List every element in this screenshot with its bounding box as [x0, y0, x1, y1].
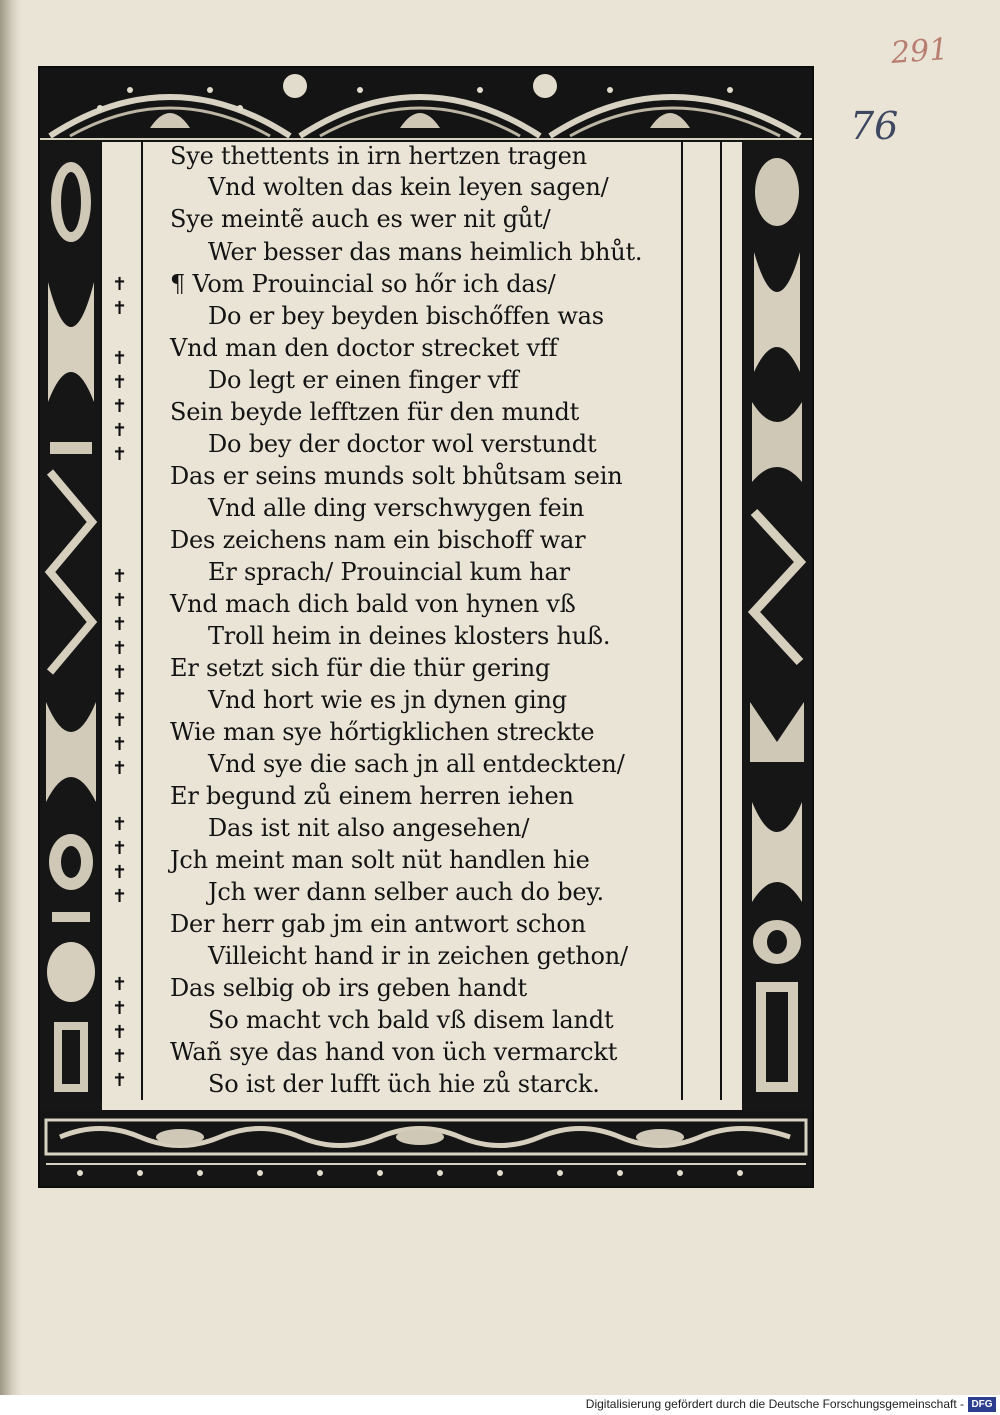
- woodcut-border-top-icon: [40, 68, 812, 142]
- verse-line: So ist der lufft üch hie zů starck.: [208, 1070, 600, 1098]
- verse-line: Das er seins munds solt bhůtsam sein: [170, 462, 623, 490]
- folio-handwritten-top: 291: [889, 32, 950, 71]
- verse-line: Vnd wolten das kein leyen sagen/: [208, 173, 609, 201]
- marginal-cross-marks: [104, 140, 140, 1100]
- column-rule: [100, 140, 102, 1100]
- verse-line: Do legt er einen finger vff: [208, 366, 519, 394]
- verse-line: Wer besser das mans heimlich bhůt.: [208, 238, 643, 266]
- marginal-cross-mark-icon: ✝: [112, 886, 128, 907]
- marginal-cross-mark-icon: ✝: [112, 1070, 128, 1091]
- marginal-cross-mark-icon: ✝: [112, 1046, 128, 1067]
- marginal-cross-mark-icon: ✝: [112, 396, 128, 417]
- folio-page-number: 76: [850, 104, 899, 148]
- marginal-cross-mark-icon: ✝: [112, 614, 128, 635]
- verse-line: So macht vch bald vß disem landt: [208, 1006, 614, 1034]
- column-rule: [720, 140, 722, 1100]
- verse-line: Sye meintẽ auch es wer nit gůt/: [170, 205, 551, 233]
- verse-line: Do bey der doctor wol verstundt: [208, 430, 597, 458]
- verse-line: Wie man sye hőrtigklichen streckte: [170, 718, 595, 746]
- verse-line: Das selbig ob irs geben handt: [170, 974, 527, 1002]
- marginal-cross-mark-icon: ✝: [112, 838, 128, 859]
- verse-line: Jch meint man solt nüt handlen hie: [170, 846, 590, 874]
- verse-line: Des zeichens nam ein bischoff war: [170, 526, 586, 554]
- marginal-cross-mark-icon: ✝: [112, 710, 128, 731]
- marginal-cross-mark-icon: ✝: [112, 1022, 128, 1043]
- marginal-cross-mark-icon: ✝: [112, 372, 128, 393]
- verse-line: Er sprach/ Prouincial kum har: [208, 558, 570, 586]
- verse-line: Das ist nit also angesehen/: [208, 814, 530, 842]
- marginal-cross-mark-icon: ✝: [112, 638, 128, 659]
- verse-line: Vnd alle ding verschwygen fein: [208, 494, 585, 522]
- verse-line: Er begund zů einem herren iehen: [170, 782, 574, 810]
- marginal-cross-mark-icon: ✝: [112, 686, 128, 707]
- marginal-cross-mark-icon: ✝: [112, 998, 128, 1019]
- page-gutter-shadow: [0, 0, 22, 1395]
- verse-line: Der herr gab jm ein antwort schon: [170, 910, 586, 938]
- woodcut-border-left-icon: [40, 142, 102, 1110]
- marginal-cross-mark-icon: ✝: [112, 662, 128, 683]
- verse-line: Vnd sye die sach jn all entdeckten/: [208, 750, 625, 778]
- verse-line: Vnd man den doctor strecket vff: [170, 334, 558, 362]
- marginal-cross-mark-icon: ✝: [112, 274, 128, 295]
- verse-line: Wañ sye das hand von üch vermarckt: [170, 1038, 618, 1066]
- verse-text: [170, 142, 690, 1102]
- verse-line: Vnd mach dich bald von hynen vß: [170, 590, 576, 618]
- verse-line: Vnd hort wie es jn dynen ging: [208, 686, 567, 714]
- marginal-cross-mark-icon: ✝: [112, 298, 128, 319]
- verse-line: ¶ Vom Prouincial so hőr ich das/: [170, 270, 556, 298]
- footer-credit: Digitalisierung gefördert durch die Deutsche Forschungsgemeinschaft -: [585, 1397, 964, 1411]
- column-rule: [141, 140, 143, 1100]
- woodcut-border-right-icon: [742, 142, 812, 1110]
- marginal-cross-mark-icon: ✝: [112, 444, 128, 465]
- verse-line: Do er bey beyden bischőffen was: [208, 302, 604, 330]
- verse-line: Troll heim in deines klosters huß.: [208, 622, 611, 650]
- marginal-cross-mark-icon: ✝: [112, 974, 128, 995]
- marginal-cross-mark-icon: ✝: [112, 814, 128, 835]
- verse-line: Villeicht hand ir in zeichen gethon/: [208, 942, 628, 970]
- verse-line: Sein beyde lefftzen für den mundt: [170, 398, 580, 426]
- verse-line: Jch wer dann selber auch do bey.: [208, 878, 604, 906]
- verse-line: Er setzt sich für die thür gering: [170, 654, 551, 682]
- marginal-cross-mark-icon: ✝: [112, 348, 128, 369]
- marginal-cross-mark-icon: ✝: [112, 862, 128, 883]
- dfg-logo-icon: DFG: [968, 1397, 996, 1412]
- marginal-cross-mark-icon: ✝: [112, 420, 128, 441]
- footer-bar: [0, 1395, 1000, 1415]
- woodcut-border-bottom-icon: [40, 1110, 812, 1186]
- marginal-cross-mark-icon: ✝: [112, 758, 128, 779]
- verse-line: Sye thettents in irn hertzen tragen: [170, 142, 587, 170]
- marginal-cross-mark-icon: ✝: [112, 566, 128, 587]
- marginal-cross-mark-icon: ✝: [112, 590, 128, 611]
- marginal-cross-mark-icon: ✝: [112, 734, 128, 755]
